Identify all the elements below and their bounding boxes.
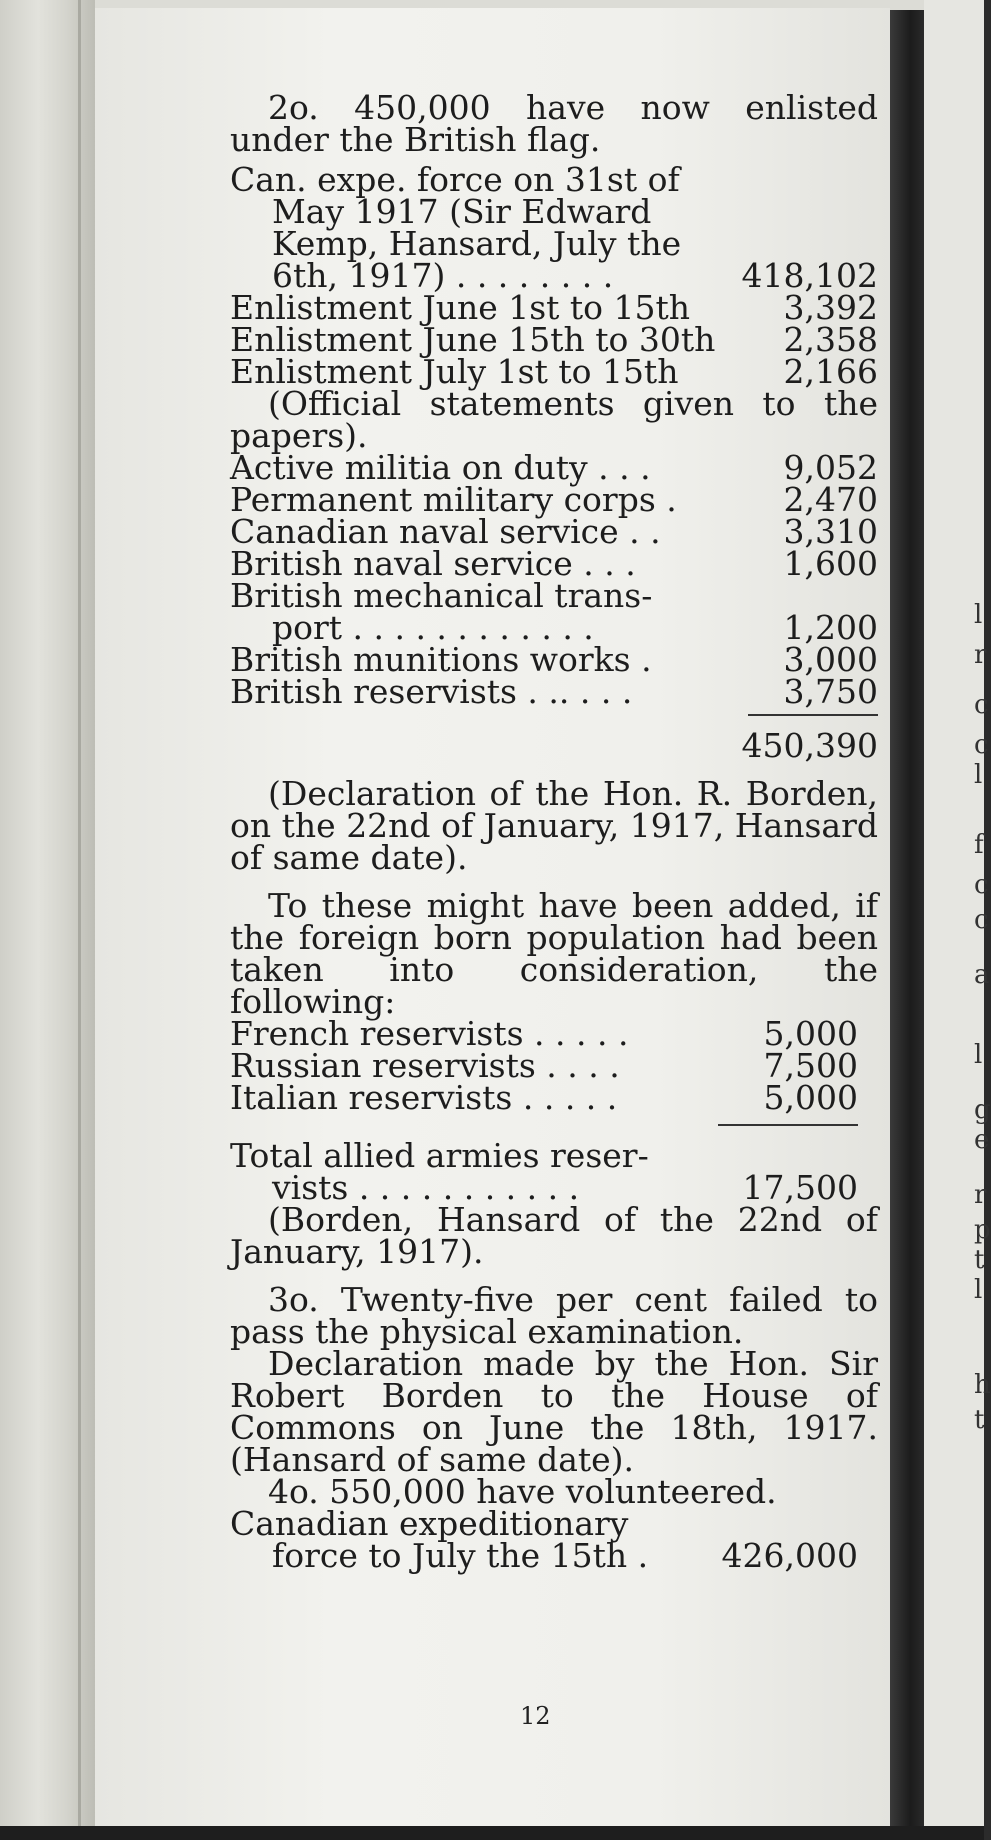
reservist-row xyxy=(230,1078,858,1117)
next-page-letter: c xyxy=(974,870,989,900)
next-page-letter: g xyxy=(974,1095,991,1125)
sum-rule xyxy=(748,714,878,716)
next-page-letter: h xyxy=(974,1370,991,1400)
grand-total-row xyxy=(230,726,878,765)
section-4-label: force to July the 15th . xyxy=(272,1536,649,1575)
cef-label-line: May 1917 (Sir Edward xyxy=(272,192,652,231)
cef-label-line: Can. expe. force on 31st of xyxy=(230,160,680,199)
reservist-label: Italian reservists . . . . . xyxy=(230,1078,618,1117)
official-note: (Official statements given to the papers). xyxy=(230,384,878,455)
sum-rule xyxy=(718,1124,858,1126)
next-page-letter: r xyxy=(974,640,987,670)
next-page-letter: t xyxy=(974,1245,985,1275)
next-page-letter: f xyxy=(974,830,984,860)
foreign-intro: To these might have been added, if the foreign born population had been taken into consideration, the following: xyxy=(230,886,878,1021)
service-label: British reservists . .. . . . xyxy=(230,672,633,711)
service-label: British munitions works . xyxy=(230,640,652,679)
adjacent-page-fragment xyxy=(924,0,991,1840)
reservist-label: French reservists . . . . . xyxy=(230,1014,629,1053)
next-page-letter: l xyxy=(974,760,983,790)
page-text xyxy=(230,88,878,1575)
service-value: 1,600 xyxy=(783,544,878,583)
cef-label-line: Kemp, Hansard, July the xyxy=(272,224,682,263)
cef-value: 418,102 xyxy=(741,256,878,295)
section-4-heading: 4o. 550,000 have volunteered. xyxy=(268,1472,777,1511)
cef-entry xyxy=(230,160,878,295)
next-page-letter: e xyxy=(974,1125,990,1155)
allied-value: 17,500 xyxy=(742,1168,858,1207)
service-value: 2,470 xyxy=(783,480,878,519)
next-page-letter: p xyxy=(974,1215,991,1245)
enlistment-label: Enlistment July 1st to 15th xyxy=(230,352,679,391)
next-page-letter: c xyxy=(974,690,989,720)
service-value: 3,750 xyxy=(783,672,878,711)
scan-bottom-border xyxy=(0,1826,984,1840)
enlistment-label: Enlistment June 15th to 30th xyxy=(230,320,716,359)
enlistment-value: 2,166 xyxy=(783,352,878,391)
transport-label: British mechanical trans- xyxy=(230,576,653,615)
service-value: 9,052 xyxy=(783,448,878,487)
section-2-heading: 2o. 450,000 have now enlisted under the British flag. xyxy=(230,88,878,159)
reservist-value: 5,000 xyxy=(763,1078,858,1117)
left-page-edge xyxy=(0,0,95,1840)
section-4-label: Canadian expeditionary xyxy=(230,1504,629,1543)
enlistment-label: Enlistment June 1st to 15th xyxy=(230,288,691,327)
next-page-letter: c xyxy=(974,730,989,760)
service-label: Canadian naval service . . xyxy=(230,512,661,551)
service-label: Active militia on duty . . . xyxy=(230,448,651,487)
grand-total: 450,390 xyxy=(741,726,878,765)
service-value: 3,310 xyxy=(783,512,878,551)
reservist-value: 7,500 xyxy=(763,1046,858,1085)
next-page-letter: a xyxy=(974,960,990,990)
service-value: 1,200 xyxy=(783,608,878,647)
section-4-value: 426,000 xyxy=(721,1536,858,1575)
next-page-letter: r xyxy=(974,1180,987,1210)
next-page-letter: l xyxy=(974,1040,983,1070)
service-row xyxy=(230,672,878,711)
allied-note: (Borden, Hansard of the 22nd of January, 1917). xyxy=(230,1200,878,1271)
next-page-letter: t xyxy=(974,1405,985,1435)
allied-label: Total allied armies reser- xyxy=(230,1136,649,1175)
page-number: 12 xyxy=(520,1702,551,1730)
section-3-heading: 3o. Twenty-five per cent failed to pass the physical examination. xyxy=(230,1280,878,1351)
next-page-letter: l xyxy=(974,1275,983,1305)
allied-label: vists . . . . . . . . . . . xyxy=(272,1168,580,1207)
section-3-declaration: Declaration made by the Hon. Sir Robert Borden to the House of Commons on June the 18th, 1917. (Hansard of same date). xyxy=(230,1344,878,1479)
service-label: port . . . . . . . . . . . . xyxy=(272,608,594,647)
enlistment-value: 2,358 xyxy=(783,320,878,359)
borden-note: (Declaration of the Hon. R. Borden, on the 22nd of January, 1917, Hansard of same date). xyxy=(230,774,878,877)
section-4-row xyxy=(230,1536,858,1575)
service-value: 3,000 xyxy=(783,640,878,679)
cef-label-line: 6th, 1917) . . . . . . . . xyxy=(272,256,614,295)
next-page-letter: c xyxy=(974,905,989,935)
service-label: British naval service . . . xyxy=(230,544,636,583)
service-label: Permanent military corps . xyxy=(230,480,677,519)
reservist-label: Russian reservists . . . . xyxy=(230,1046,620,1085)
enlistment-value: 3,392 xyxy=(783,288,878,327)
book-spine-shadow xyxy=(890,10,924,1840)
next-page-letter: l xyxy=(974,600,983,630)
reservist-value: 5,000 xyxy=(763,1014,858,1053)
